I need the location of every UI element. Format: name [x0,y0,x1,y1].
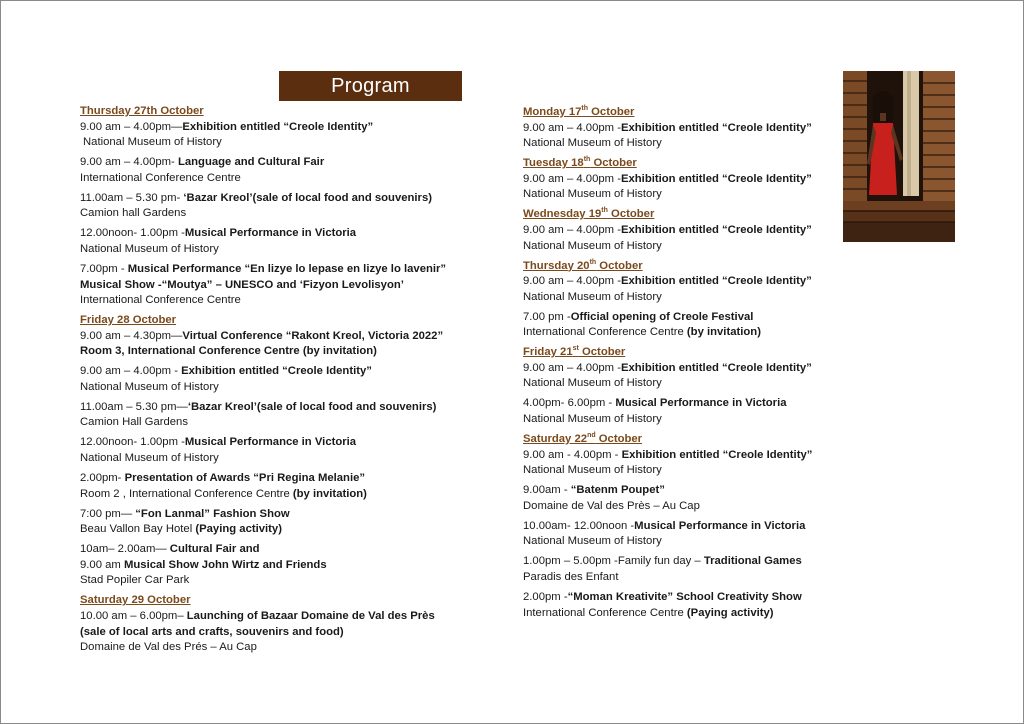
event-time: 10.00am- 12.00noon - [523,519,635,532]
event-title: “Moman Kreativite” School Creativity Show [567,590,802,603]
event-time: 9.00 am [80,558,124,571]
event-title-second-line: Room 3, International Conference Centre (by invitation) [80,345,377,358]
event-venue: National Museum of History [83,136,222,149]
event-access-note: (Paying activity) [195,523,282,536]
day-heading: Wednesday 19th October [523,207,655,221]
event-item [80,542,500,589]
event-title: Musical Performance in Victoria [184,227,357,240]
schedule-column-left [80,104,500,660]
event-title: Musical Performance in Victoria [634,519,806,532]
event-title: Musical Performance in Victoria [615,397,787,410]
event-item [80,329,500,360]
event-title: Exhibition entitled “Creole Identity” [620,223,812,236]
event-title: ‘Bazar Kreol’(sale of local food and souvenirs) [187,400,437,413]
event-title: Musical Performance “En lizye lo lepase en lizye lo lavenir” [127,262,447,275]
event-item [80,507,500,538]
event-item [80,471,500,502]
event-time: 9.00 am – 4.00pm - [523,121,621,134]
event-title-second-line: Musical Show John Wirtz and Friends [123,558,327,571]
event-item [523,396,853,427]
day-heading: Monday 17th October [523,105,635,118]
event-time: 11.00am – 5.30 pm— [80,400,188,413]
event-item [80,364,500,395]
event-title: Exhibition entitled “Creole Identity” [620,172,812,185]
event-time: 9.00 am – 4.00pm - [80,365,182,378]
event-access-note: (by invitation) [292,487,367,500]
event-item [523,274,853,305]
day-section-friday-21 [523,345,853,427]
event-venue: National Museum of History [80,380,219,393]
event-time: 9.00 am – 4.30pm— [80,329,183,342]
schedule-column-right [523,105,853,626]
event-venue: National Museum of History [523,137,662,150]
event-time: 9.00 am – 4.00pm - [523,361,621,374]
day-heading: Saturday 22nd October [523,432,643,446]
event-time: 9.00 am – 4.00pm— [80,120,183,133]
event-title: Exhibition entitled “Creole Identity” [620,121,812,134]
event-venue: National Museum of History [80,452,219,464]
event-title: Musical Performance in Victoria [184,436,357,449]
event-title: Exhibition entitled “Creole Identity” [181,365,372,378]
event-venue: Paradis des Enfant [523,570,619,583]
event-time: 7:00 pm— [80,507,136,520]
performer-photo-image [843,71,955,242]
day-section-monday-17 [523,105,853,152]
event-title: Traditional Games [703,555,802,568]
event-time: 11.00am – 5.30 pm- [80,191,184,204]
event-time: 7.00 pm - [523,310,571,323]
event-title: Exhibition entitled “Creole Identity” [620,275,812,288]
event-title: Exhibition entitled “Creole Identity” [621,448,813,461]
event-time: 9.00 am - 4.00pm - [523,448,622,461]
day-section-saturday-29 [80,593,500,655]
event-item [80,120,500,151]
event-venue: Camion Hall Gardens [80,416,188,429]
event-title: Language and Cultural Fair [177,156,325,169]
event-venue: International Conference Centre [523,326,687,339]
event-time: 2.00pm- [80,471,125,484]
event-title: Cultural Fair and [169,543,260,556]
event-venue: National Museum of History [523,413,662,426]
day-section-tuesday-18 [523,156,853,203]
day-heading: Friday 21st October [523,345,626,359]
event-time: 9.00 am – 4.00pm - [523,223,621,236]
event-venue: National Museum of History [523,464,662,477]
event-venue: Stad Popiler Car Park [80,574,190,587]
event-title: ‘Bazar Kreol’(sale of local food and souvenirs) [183,191,432,204]
event-item [80,400,500,431]
event-title: Exhibition entitled “Creole Identity” [620,361,812,374]
event-time: 2.00pm - [523,590,568,603]
event-venue: National Museum of History [523,239,662,252]
event-item [80,609,500,656]
event-time: 10am– 2.00am— [80,543,170,556]
event-item [80,191,500,222]
event-venue: Room 2 , International Conference Centre [80,487,293,500]
event-time: 7.00pm - [80,262,128,275]
event-venue: Domaine de Val des Près – Au Cap [523,499,700,512]
event-time: 9.00am - [523,484,571,497]
day-heading: Thursday 27th October [80,105,204,117]
event-item [523,310,853,341]
event-item [523,448,853,479]
performer-photo [843,71,955,242]
event-item [523,554,853,585]
event-title: “Fon Lanmal” Fashion Show [135,507,290,520]
day-heading: Tuesday 18th October [523,156,637,170]
day-heading: Friday 28 October [80,314,177,327]
event-item [80,435,500,466]
event-item [80,155,500,186]
event-access-note: (Paying activity) [686,606,774,619]
event-venue: National Museum of History [523,290,662,303]
day-section-thursday-20 [523,259,853,341]
event-access-note: (by invitation) [686,326,761,339]
event-venue: International Conference Centre [80,294,241,307]
event-title: Exhibition entitled “Creole Identity” [182,120,374,133]
day-heading: Saturday 29 October [80,594,191,607]
event-title-second-line: Musical Show -“Moutya” – UNESCO and ‘Fizyon Levolisyon’ [80,278,404,291]
event-title: Presentation of Awards “Pri Regina Melanie” [124,471,366,484]
event-title-second-line: (sale of local arts and crafts, souvenirs and food) [80,625,344,638]
event-venue: National Museum of History [523,188,662,201]
event-item [523,519,853,550]
event-venue: International Conference Centre [523,606,687,619]
event-title: Official opening of Creole Festival [570,310,754,323]
event-time: 9.00 am – 4.00pm - [523,172,621,185]
event-item [523,590,853,621]
event-time: 9.00 am – 4.00pm - [523,275,621,288]
day-heading: Thursday 20th October [523,258,643,272]
event-venue: International Conference Centre [80,171,241,184]
event-item [523,172,853,203]
day-section-saturday-22 [523,432,853,621]
event-item [523,223,853,254]
event-venue: Camion hall Gardens [80,207,187,220]
event-time: 12.00noon- 1.00pm - [80,436,185,449]
event-time: 9.00 am – 4.00pm- [80,156,178,169]
event-title: Virtual Conference “Rakont Kreol, Victoria 2022” [182,329,444,342]
event-venue: National Museum of History [523,377,662,390]
event-title: Launching of Bazaar Domaine de Val des Près [186,609,435,622]
day-section-thursday-27 [80,104,500,309]
event-item [523,483,853,514]
event-time: 4.00pm- 6.00pm - [523,397,616,410]
event-venue: Domaine de Val des Prés – Au Cap [80,641,257,654]
program-title-banner: Program [279,71,462,101]
event-time: 12.00noon- 1.00pm - [80,227,185,240]
event-time: 10.00 am – 6.00pm– [80,609,187,622]
day-section-wednesday-19 [523,207,853,254]
event-item [523,361,853,392]
event-item [80,226,500,257]
day-section-friday-28 [80,313,500,589]
event-venue: Beau Vallon Bay Hotel [80,523,196,536]
event-venue: National Museum of History [80,242,219,255]
event-item [80,262,500,309]
event-venue: National Museum of History [523,535,662,548]
event-title: “Batenm Poupet” [570,484,665,497]
event-item [523,121,853,152]
event-time: 1.00pm – 5.00pm -Family fun day – [523,555,704,568]
